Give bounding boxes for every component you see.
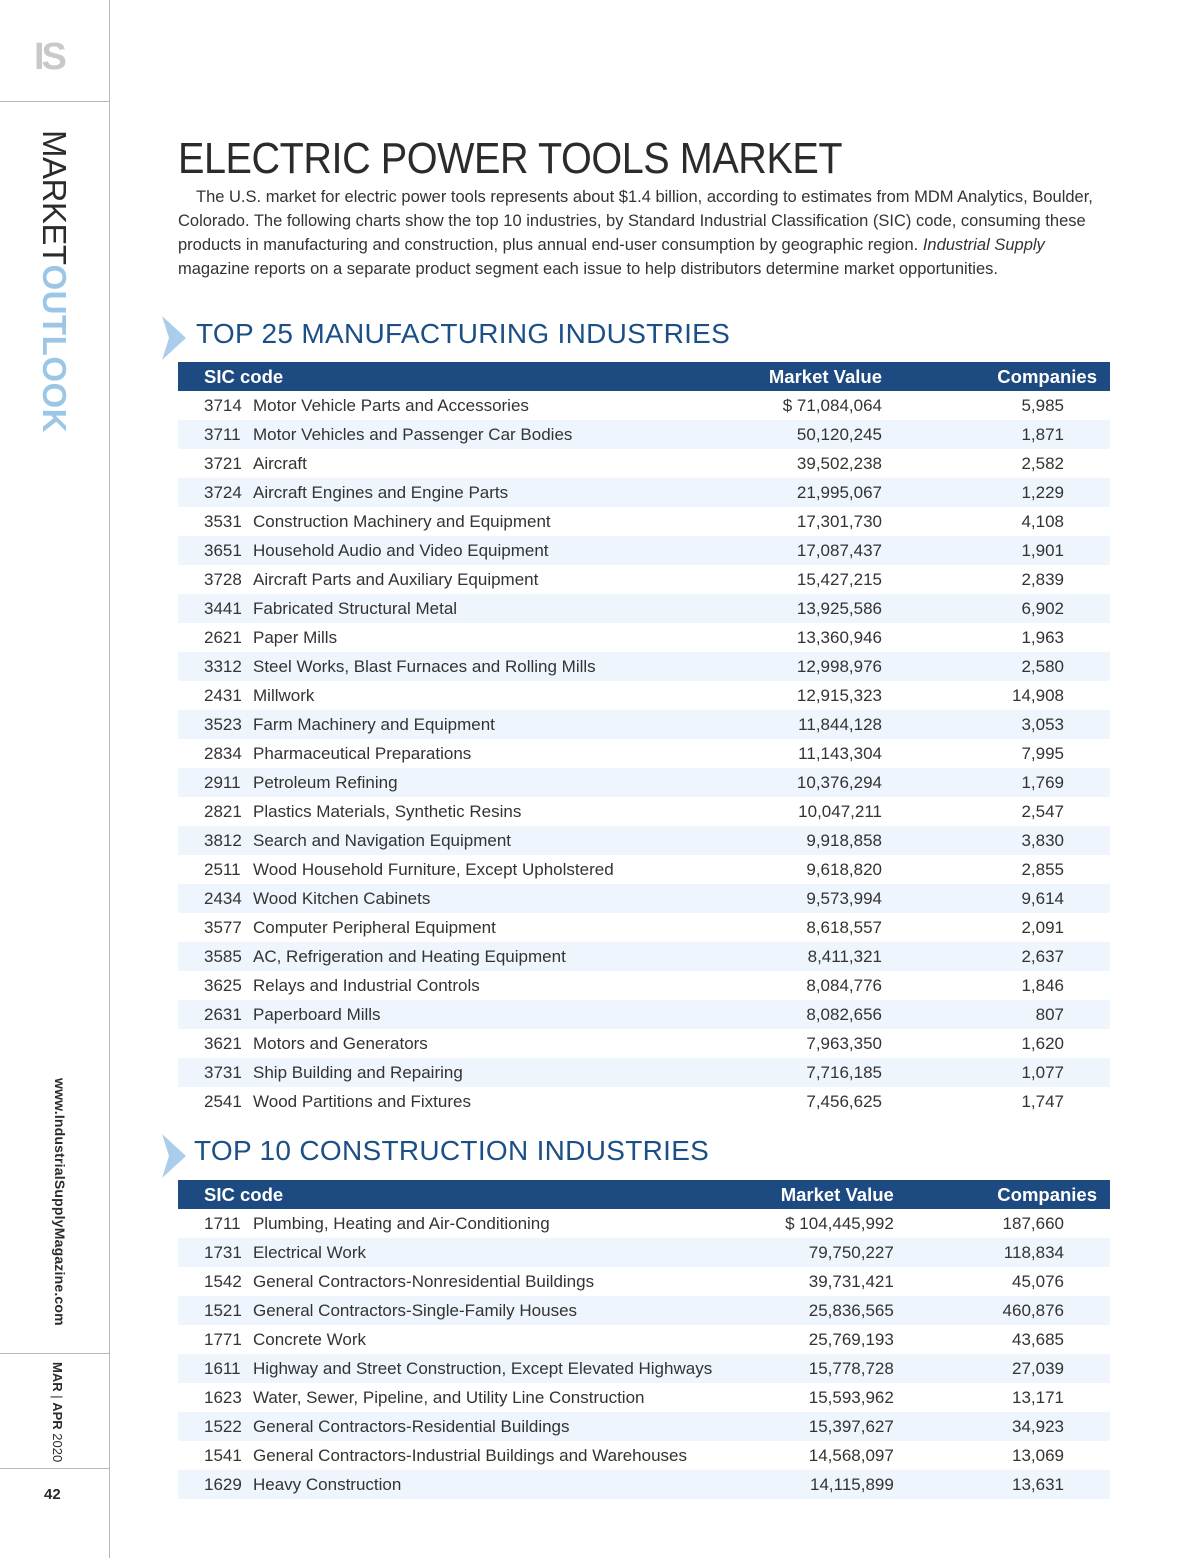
sic-code-cell: 2821: [204, 801, 242, 821]
industry-name-cell: Motor Vehicle Parts and Accessories: [253, 395, 529, 415]
table-row: [178, 855, 1110, 884]
companies-cell: 2,580: [1021, 656, 1064, 676]
table-row: [178, 478, 1110, 507]
industry-name-cell: Farm Machinery and Equipment: [253, 714, 495, 734]
market-value-cell: 11,844,128: [798, 714, 882, 734]
industry-name-cell: Steel Works, Blast Furnaces and Rolling Mills: [253, 656, 596, 676]
market-value-cell: 15,427,215: [796, 569, 882, 589]
header-market-value: Market Value: [712, 1180, 894, 1209]
companies-cell: 1,747: [1021, 1091, 1064, 1111]
market-value-cell: 12,915,323: [796, 685, 882, 705]
industry-name-cell: Wood Household Furniture, Except Upholstered: [253, 859, 614, 879]
sic-code-cell: 2541: [204, 1091, 242, 1111]
companies-cell: 7,995: [1021, 743, 1064, 763]
table-row: [178, 1383, 1110, 1412]
table-row: [178, 739, 1110, 768]
intro-text-end: magazine reports on a separate product segment each issue to help distributors determine market opportunities.: [178, 260, 998, 278]
header-companies: Companies: [894, 1180, 1110, 1209]
table-row: [178, 1000, 1110, 1029]
market-value-cell: 21,995,067: [796, 482, 882, 502]
companies-cell: 5,985: [1021, 395, 1064, 415]
market-value-cell: 15,593,962: [808, 1387, 894, 1407]
companies-cell: 4,108: [1021, 511, 1064, 531]
construction-section-title: TOP 10 CONSTRUCTION INDUSTRIES: [194, 1135, 710, 1166]
industry-name-cell: Electrical Work: [252, 1242, 367, 1262]
industry-name-cell: AC, Refrigeration and Heating Equipment: [253, 946, 566, 966]
market-value-cell: 14,568,097: [808, 1445, 894, 1465]
companies-cell: 13,171: [1012, 1387, 1064, 1407]
industry-name-cell: Search and Navigation Equipment: [253, 830, 511, 850]
table-row: [178, 942, 1110, 971]
sidebar-divider: [0, 1353, 109, 1354]
intro-paragraph: [178, 185, 1108, 281]
sic-code-cell: 3721: [204, 453, 242, 473]
industry-name-cell: Aircraft Parts and Auxiliary Equipment: [253, 569, 539, 589]
website-url: www.IndustrialSupplyMagazine.com: [52, 1078, 68, 1326]
industry-name-cell: Aircraft Engines and Engine Parts: [253, 482, 509, 502]
header-market-value: Market Value: [692, 362, 882, 391]
table-row: [178, 420, 1110, 449]
issue-month: MAR: [50, 1362, 65, 1392]
sidebar-divider: [0, 101, 109, 102]
sic-code-cell: 3651: [204, 540, 242, 560]
table-row: [178, 1238, 1110, 1267]
market-value-cell: $ 104,445,992: [785, 1213, 894, 1233]
issue-year: 2020: [50, 1429, 65, 1463]
table-row: [178, 594, 1110, 623]
market-value-cell: 14,115,899: [810, 1474, 894, 1494]
market-value-cell: 9,573,994: [806, 888, 882, 908]
companies-cell: 1,963: [1021, 627, 1064, 647]
table-row: [178, 768, 1110, 797]
section-arrow-icon: [162, 316, 186, 360]
market-value-cell: $ 71,084,064: [782, 395, 882, 415]
market-value-cell: 79,750,227: [808, 1242, 894, 1262]
sic-code-cell: 3812: [204, 830, 242, 850]
market-value-cell: 12,998,976: [796, 656, 882, 676]
market-value-cell: 13,360,946: [796, 627, 882, 647]
companies-cell: 27,039: [1012, 1358, 1064, 1378]
companies-cell: 3,053: [1021, 714, 1064, 734]
companies-cell: 13,631: [1012, 1474, 1064, 1494]
sic-code-cell: 3724: [204, 482, 242, 502]
companies-cell: 1,901: [1021, 540, 1064, 560]
table-row: [178, 449, 1110, 478]
market-value-cell: 13,925,586: [796, 598, 882, 618]
companies-cell: 2,855: [1021, 859, 1064, 879]
sic-code-cell: 1623: [204, 1387, 242, 1407]
companies-cell: 34,923: [1012, 1416, 1064, 1436]
market-value-cell: 7,456,625: [806, 1091, 882, 1111]
table-row: [178, 797, 1110, 826]
table-row: [178, 536, 1110, 565]
companies-cell: 1,769: [1021, 772, 1064, 792]
sic-code-cell: 1711: [204, 1213, 241, 1233]
industry-name-cell: Wood Partitions and Fixtures: [253, 1091, 471, 1111]
market-value-cell: 25,836,565: [808, 1300, 894, 1320]
sic-code-cell: 3312: [204, 656, 242, 676]
companies-cell: 2,637: [1021, 946, 1064, 966]
market-value-cell: 17,301,730: [796, 511, 882, 531]
sidebar-divider: [0, 1468, 109, 1469]
companies-cell: 2,839: [1021, 569, 1064, 589]
industry-name-cell: Highway and Street Construction, Except Elevated Highways: [252, 1358, 713, 1378]
table-row: [178, 391, 1110, 420]
companies-cell: 118,834: [1003, 1242, 1064, 1262]
companies-cell: 807: [1035, 1004, 1064, 1024]
market-value-cell: 8,411,321: [807, 946, 882, 966]
issue-date: [50, 1362, 65, 1462]
market-value-cell: 39,502,238: [796, 453, 882, 473]
sic-code-cell: 2431: [204, 685, 242, 705]
industry-name-cell: Plumbing, Heating and Air-Conditioning: [252, 1213, 550, 1233]
companies-cell: 2,582: [1021, 453, 1064, 473]
industry-name-cell: Motor Vehicles and Passenger Car Bodies: [253, 424, 573, 444]
sic-code-cell: 3731: [204, 1062, 242, 1082]
sic-code-cell: 2621: [204, 627, 242, 647]
companies-cell: 2,547: [1021, 801, 1064, 821]
industry-name-cell: Motors and Generators: [253, 1033, 428, 1053]
brand-market: MARKET: [36, 130, 73, 265]
market-value-cell: 15,397,627: [808, 1416, 894, 1436]
market-value-cell: 9,618,820: [806, 859, 882, 879]
companies-cell: 1,846: [1021, 975, 1064, 995]
table-row: [178, 826, 1110, 855]
table-row: [178, 1441, 1110, 1470]
sic-code-cell: 1731: [204, 1242, 242, 1262]
industry-name-cell: Household Audio and Video Equipment: [253, 540, 549, 560]
sidebar: [0, 0, 110, 1558]
section-brand: [36, 130, 72, 433]
industry-name-cell: General Contractors-Industrial Buildings and Warehouses: [252, 1445, 687, 1465]
intro-text: The U.S. market for electric power tools represents about $1.4 billion, according to estimates from MDM Analytics, Boulder, Colorado. The following charts show the top 10 industries, by Standard Industrial Classification (SIC) code, consuming these products in manufacturing and construction, plus annual end-user consumption by geographic region.: [178, 188, 1093, 254]
industry-name-cell: Water, Sewer, Pipeline, and Utility Line Construction: [252, 1387, 645, 1407]
companies-cell: 43,685: [1012, 1329, 1064, 1349]
market-value-cell: 8,082,656: [806, 1004, 882, 1024]
companies-cell: 6,902: [1021, 598, 1064, 618]
table-row: [178, 971, 1110, 1000]
companies-cell: 13,069: [1012, 1445, 1064, 1465]
table-row: [178, 1058, 1110, 1087]
companies-cell: 14,908: [1012, 685, 1064, 705]
sic-code-cell: 3523: [204, 714, 242, 734]
table-row: [178, 623, 1110, 652]
companies-cell: 1,229: [1021, 482, 1064, 502]
issue-separator: |: [50, 1391, 65, 1403]
table-row: [178, 565, 1110, 594]
sic-code-cell: 1541: [204, 1445, 242, 1465]
construction-table: [178, 1180, 1110, 1499]
market-value-cell: 39,731,421: [808, 1271, 894, 1291]
sic-code-cell: 3585: [204, 946, 242, 966]
table-row: [178, 1412, 1110, 1441]
sic-code-cell: 1629: [204, 1474, 242, 1494]
sic-code-cell: 3577: [204, 917, 242, 937]
companies-cell: 3,830: [1021, 830, 1064, 850]
market-value-cell: 9,918,858: [806, 830, 882, 850]
industry-name-cell: Paperboard Mills: [253, 1004, 381, 1024]
table-row: [178, 652, 1110, 681]
header-sic-code: SIC code: [178, 362, 692, 391]
industry-name-cell: General Contractors-Residential Buildings: [252, 1416, 570, 1436]
sic-code-cell: 3441: [204, 598, 242, 618]
table-row: [178, 1354, 1110, 1383]
manufacturing-table: [178, 362, 1110, 1116]
market-value-cell: 50,120,245: [796, 424, 882, 444]
manufacturing-section-title: TOP 25 MANUFACTURING INDUSTRIES: [196, 318, 731, 349]
companies-cell: 1,077: [1021, 1062, 1064, 1082]
companies-cell: 1,620: [1021, 1033, 1064, 1053]
table-row: [178, 1209, 1110, 1238]
table-row: [178, 1087, 1110, 1116]
companies-cell: 2,091: [1021, 917, 1064, 937]
sic-code-cell: 1542: [204, 1271, 242, 1291]
market-value-cell: 7,716,185: [806, 1062, 882, 1082]
table-row: [178, 710, 1110, 739]
table-row: [178, 1325, 1110, 1354]
sic-code-cell: 3625: [204, 975, 242, 995]
sic-code-cell: 1522: [204, 1416, 242, 1436]
market-value-cell: 8,618,557: [806, 917, 882, 937]
issue-month-2: APR: [50, 1402, 65, 1430]
sic-code-cell: 1521: [204, 1300, 242, 1320]
publication-logo: IS: [34, 36, 64, 78]
table-row: [178, 1296, 1110, 1325]
sic-code-cell: 2631: [204, 1004, 242, 1024]
header-companies: Companies: [882, 362, 1110, 391]
sic-code-cell: 3714: [204, 395, 242, 415]
industry-name-cell: Concrete Work: [252, 1329, 367, 1349]
companies-cell: 9,614: [1021, 888, 1064, 908]
industry-name-cell: Petroleum Refining: [253, 772, 398, 792]
companies-cell: 45,076: [1012, 1271, 1064, 1291]
market-value-cell: 11,143,304: [798, 743, 882, 763]
sic-code-cell: 3728: [204, 569, 242, 589]
market-value-cell: 25,769,193: [808, 1329, 894, 1349]
page-title: ELECTRIC POWER TOOLS MARKET: [178, 134, 843, 183]
companies-cell: 1,871: [1021, 424, 1064, 444]
sic-code-cell: 3531: [204, 511, 242, 531]
industry-name-cell: Ship Building and Repairing: [253, 1062, 463, 1082]
table-row: [178, 507, 1110, 536]
market-value-cell: 8,084,776: [806, 975, 882, 995]
sic-code-cell: 1611: [204, 1358, 241, 1378]
companies-cell: 460,876: [1002, 1300, 1064, 1320]
market-value-cell: 17,087,437: [796, 540, 882, 560]
brand-outlook: OUTLOOK: [36, 264, 73, 433]
industry-name-cell: Plastics Materials, Synthetic Resins: [253, 801, 522, 821]
industry-name-cell: Paper Mills: [253, 627, 338, 647]
table-row: [178, 1267, 1110, 1296]
industry-name-cell: Relays and Industrial Controls: [253, 975, 480, 995]
industry-name-cell: Wood Kitchen Cabinets: [253, 888, 431, 908]
industry-name-cell: Construction Machinery and Equipment: [253, 511, 551, 531]
page-number: 42: [44, 1486, 61, 1503]
table-row: [178, 681, 1110, 710]
sic-code-cell: 2434: [204, 888, 242, 908]
industry-name-cell: Aircraft: [253, 453, 307, 473]
sic-code-cell: 2511: [204, 859, 241, 879]
sic-code-cell: 1771: [204, 1329, 242, 1349]
industry-name-cell: General Contractors-Nonresidential Buildings: [252, 1271, 595, 1291]
sic-code-cell: 2911: [204, 772, 241, 792]
manufacturing-rows: [178, 391, 1110, 1116]
sic-code-cell: 3711: [204, 424, 241, 444]
table-header-row: [178, 1180, 1110, 1209]
market-value-cell: 10,047,211: [798, 801, 882, 821]
industry-name-cell: General Contractors-Single-Family Houses: [252, 1300, 578, 1320]
construction-rows: [178, 1209, 1110, 1499]
companies-cell: 187,660: [1002, 1213, 1064, 1233]
table-row: [178, 884, 1110, 913]
table-row: [178, 1029, 1110, 1058]
market-value-cell: 7,963,350: [806, 1033, 882, 1053]
market-value-cell: 10,376,294: [796, 772, 882, 792]
sic-code-cell: 3621: [204, 1033, 242, 1053]
table-row: [178, 913, 1110, 942]
industry-name-cell: Pharmaceutical Preparations: [253, 743, 472, 763]
table-header-row: [178, 362, 1110, 391]
table-row: [178, 1470, 1110, 1499]
sic-code-cell: 2834: [204, 743, 242, 763]
section-arrow-icon: [162, 1134, 186, 1178]
industry-name-cell: Millwork: [253, 685, 315, 705]
header-sic-code: SIC code: [178, 1180, 712, 1209]
intro-magazine-name: Industrial Supply: [922, 236, 1045, 254]
industry-name-cell: Fabricated Structural Metal: [253, 598, 458, 618]
industry-name-cell: Computer Peripheral Equipment: [253, 917, 496, 937]
industry-name-cell: Heavy Construction: [252, 1474, 402, 1494]
market-value-cell: 15,778,728: [808, 1358, 894, 1378]
